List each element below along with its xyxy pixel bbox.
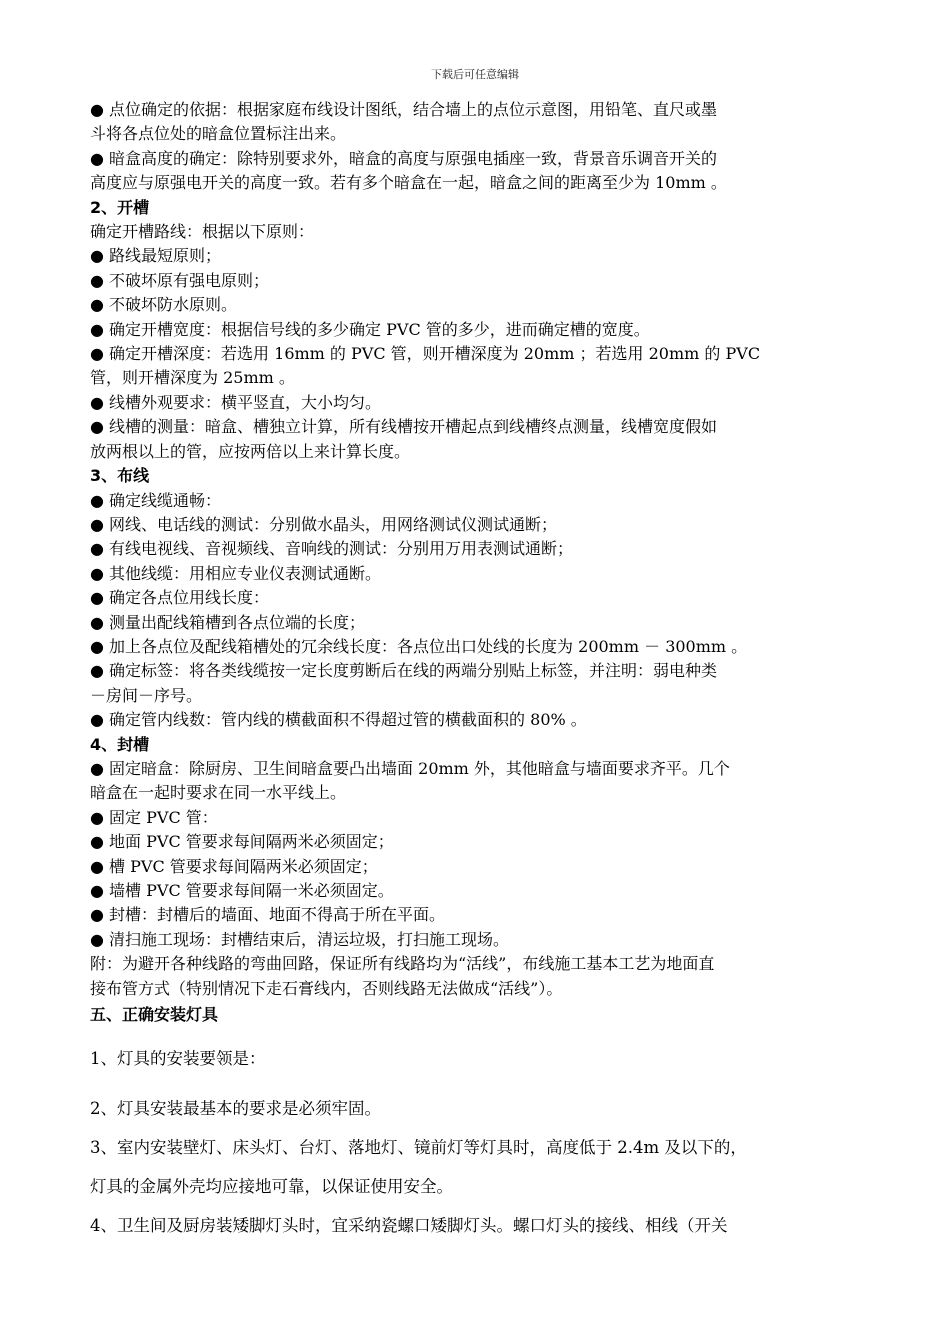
- paragraph-1: 1、灯具的安装要领是：: [90, 1049, 266, 1069]
- paragraph-3-cont: 灯具的金属外壳均应接地可靠，以保证使用安全。: [90, 1177, 453, 1197]
- text-line: 管，则开槽深度为 25mm 。: [90, 368, 295, 388]
- text-line: －房间－序号。: [90, 685, 203, 705]
- text-line: ● 墙槽 PVC 管要求每间隔一米必须固定。: [90, 881, 394, 900]
- text-line: 接布管方式（特别情况下走石膏线内，否则线路无法做成“活线”）。: [90, 978, 563, 998]
- text-line: 斗将各点位处的暗盒位置标注出来。: [90, 124, 347, 144]
- section-heading-3: 3、布线: [90, 466, 150, 486]
- text-line: ● 线槽的测量：暗盒、槽独立计算，所有线槽按开槽起点到线槽终点测量，线槽宽度假如: [90, 417, 718, 437]
- text-line: 高度应与原强电开关的高度一致。若有多个暗盒在一起，暗盒之间的距离至少为 10mm 。: [90, 173, 727, 193]
- text-line: ● 不破坏原有强电原则；: [90, 270, 270, 290]
- page-header: 下载后可任意编辑: [431, 68, 519, 81]
- text-line: ● 网线、电话线的测试：分别做水晶头，用网络测试仪测试通断；: [90, 514, 558, 534]
- text-line: ● 线槽外观要求：横平竖直，大小均匀。: [90, 392, 382, 412]
- text-line: ● 固定 PVC 管：: [90, 807, 218, 827]
- text-line: ● 测量出配线箱槽到各点位端的长度；: [90, 612, 366, 632]
- section-heading-2: 2、开槽: [90, 197, 150, 217]
- section-heading-5: 五、正确安装灯具: [90, 1005, 219, 1025]
- paragraph-3: 3、室内安装壁灯、床头灯、台灯、落地灯、镜前灯等灯具时，高度低于 2.4m 及以下的，: [90, 1138, 747, 1158]
- text-line: 确定开槽路线：根据以下原则：: [90, 222, 315, 242]
- text-line: ● 清扫施工现场：封槽结束后，清运垃圾，打扫施工现场。: [90, 929, 510, 949]
- text-line: ● 有线电视线、音视频线、音响线的测试：分别用万用表测试通断；: [90, 539, 574, 559]
- text-line: ● 点位确定的依据：根据家庭布线设计图纸，结合墙上的点位示意图，用铅笔、直尺或墨: [90, 100, 718, 119]
- text-line: ● 加上各点位及配线箱槽处的冗余线长度：各点位出口处线的长度为 200mm － 300mm 。: [90, 636, 748, 656]
- text-line: ● 封槽：封槽后的墙面、地面不得高于所在平面。: [90, 905, 446, 925]
- text-line: ● 暗盒高度的确定：除特别要求外，暗盒的高度与原强电插座一致，背景音乐调音开关的: [90, 148, 718, 168]
- text-line: ● 槽 PVC 管要求每间隔两米必须固定；: [90, 856, 378, 876]
- text-line: ● 确定线缆通畅：: [90, 490, 222, 510]
- text-line: ● 确定管内线数：管内线的横截面积不得超过管的横截面积的 80% 。: [90, 710, 587, 730]
- paragraph-2: 2、灯具安装最基本的要求是必须牢固。: [90, 1099, 381, 1119]
- text-line: ● 确定开槽宽度：根据信号线的多少确定 PVC 管的多少，进而确定槽的宽度。: [90, 319, 650, 339]
- text-line: ● 确定各点位用线长度：: [90, 588, 270, 608]
- section-heading-4: 4、封槽: [90, 734, 150, 754]
- document-body: [90, 98, 865, 1239]
- text-line: ● 不破坏防水原则。: [90, 295, 238, 315]
- text-line: ● 固定暗盒：除厨房、卫生间暗盒要凸出墙面 20mm 外，其他暗盒与墙面要求齐平。几个: [90, 758, 730, 778]
- text-line: ● 其他线缆：用相应专业仪表测试通断。: [90, 563, 382, 583]
- text-line: ● 确定标签：将各类线缆按一定长度剪断后在线的两端分别贴上标签，并注明：弱电种类: [90, 661, 718, 681]
- paragraph-4: 4、卫生间及厨房装矮脚灯头时，宜采纳瓷螺口矮脚灯头。螺口灯头的接线、相线（开关: [90, 1216, 728, 1236]
- text-line: ● 路线最短原则；: [90, 246, 222, 266]
- text-line: 放两根以上的管，应按两倍以上来计算长度。: [90, 441, 411, 461]
- text-line: ● 确定开槽深度：若选用 16mm 的 PVC 管，则开槽深度为 20mm ；若选用 20mm 的 PVC: [90, 344, 761, 364]
- text-line: 暗盒在一起时要求在同一水平线上。: [90, 783, 347, 803]
- text-line: ● 地面 PVC 管要求每间隔两米必须固定；: [90, 832, 394, 852]
- text-line: 附：为避开各种线路的弯曲回路，保证所有线路均为“活线”，布线施工基本工艺为地面直: [90, 954, 715, 974]
